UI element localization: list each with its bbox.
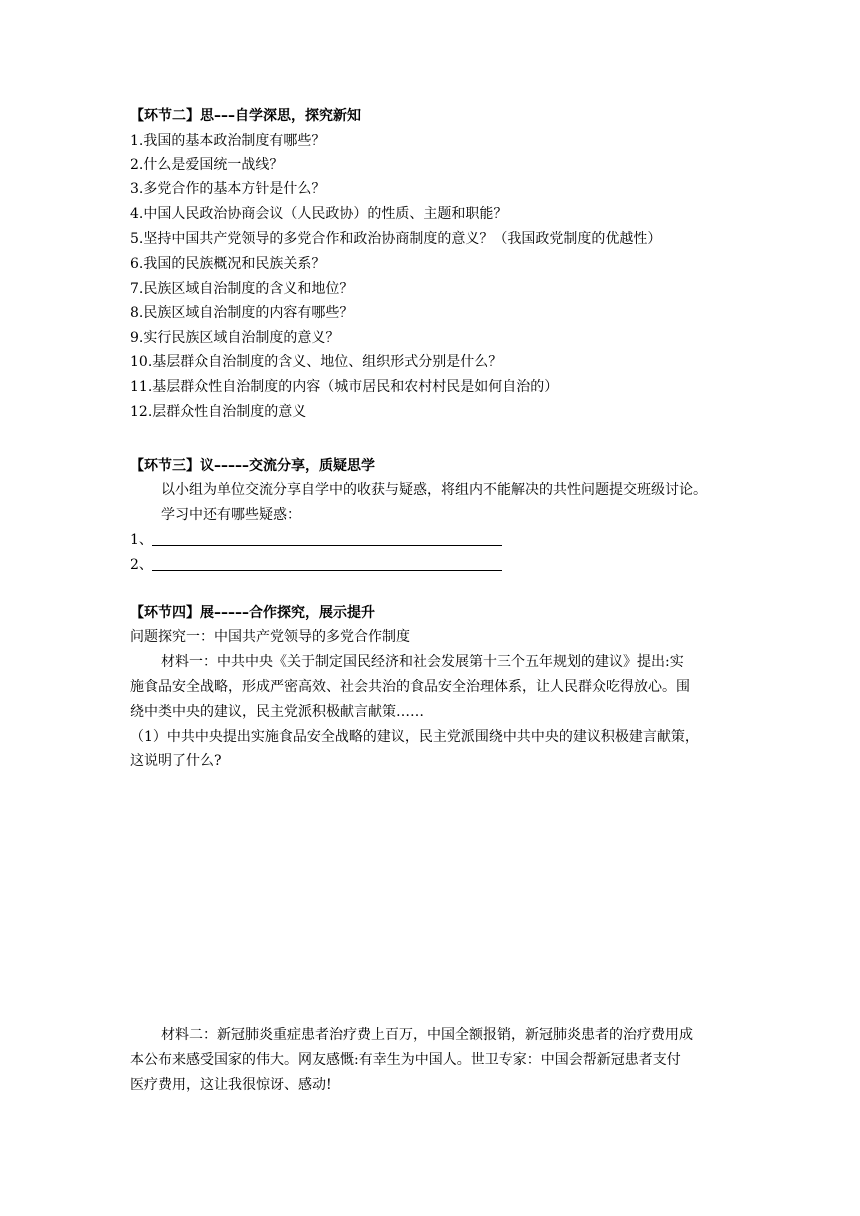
question-item: 3.多党合作的基本方针是什么？	[130, 181, 326, 197]
question-item: 10.基层群众自治制度的含义、地位、组织形式分别是什么？	[130, 354, 503, 370]
blank-label-1: 1、	[130, 532, 153, 548]
question-item: 4.中国人民政治协商会议（人民政协）的性质、主题和职能？	[130, 206, 508, 222]
question-item: 8.民族区域自治制度的内容有哪些？	[130, 305, 354, 321]
material2-line: 本公布来感受国家的伟大。网友感慨:有幸生为中国人。世卫专家：中国会帮新冠患者支付	[130, 1052, 681, 1068]
question-item: 7.民族区域自治制度的含义和地位？	[130, 281, 354, 297]
material2-line: 材料二：新冠肺炎重症患者治疗费上百万，中国全额报销，新冠肺炎患者的治疗费用成	[161, 1027, 693, 1043]
question-item: 5.坚持中国共产党领导的多党合作和政治协商制度的意义？（我国政党制度的优越性）	[130, 231, 662, 247]
question1-line: 这说明了什么?	[130, 753, 222, 769]
material2-line: 医疗费用，这让我很惊讶、感动!	[130, 1077, 332, 1093]
doubts-prompt: 学习中还有哪些疑惑：	[161, 507, 301, 523]
question1-line: （1）中共中央提出实施食品安全战略的建议，民主党派围绕中共中央的建议积极建言献策，	[130, 729, 699, 745]
question-item: 11.基层群众性自治制度的内容（城市居民和农村村民是如何自治的）	[130, 379, 559, 395]
question-item: 1.我国的基本政治制度有哪些？	[130, 133, 326, 149]
material1-line: 材料一：中共中央《关于制定国民经济和社会发展第十三个五年规划的建议》提出:实	[161, 654, 684, 670]
blank-label-2: 2、	[130, 557, 153, 573]
section2-heading: 【环节二】思–––自学深思，探究新知	[130, 108, 361, 124]
question-item: 12.层群众性自治制度的意义	[130, 404, 307, 420]
section4-heading: 【环节四】展–––––合作探究，展示提升	[130, 605, 375, 621]
question-item: 6.我国的民族概况和民族关系？	[130, 256, 326, 272]
answer-line-1	[152, 545, 502, 546]
section3-intro: 以小组为单位交流分享自学中的收获与疑惑，将组内不能解决的共性问题提交班级讨论。	[161, 482, 707, 498]
inquiry-topic: 问题探究一：中国共产党领导的多党合作制度	[130, 629, 410, 645]
answer-line-2	[152, 570, 502, 571]
material1-line: 施食品安全战略，形成严密高效、社会共治的食品安全治理体系，让人民群众吃得放心。围	[130, 679, 690, 695]
material1-line: 绕中类中央的建议，民主党派积极献言献策……	[130, 704, 424, 720]
question-item: 9.实行民族区域自治制度的意义？	[130, 330, 340, 346]
question-item: 2.什么是爱国统一战线？	[130, 157, 284, 173]
section3-heading: 【环节三】议–––––交流分享，质疑思学	[130, 458, 375, 474]
